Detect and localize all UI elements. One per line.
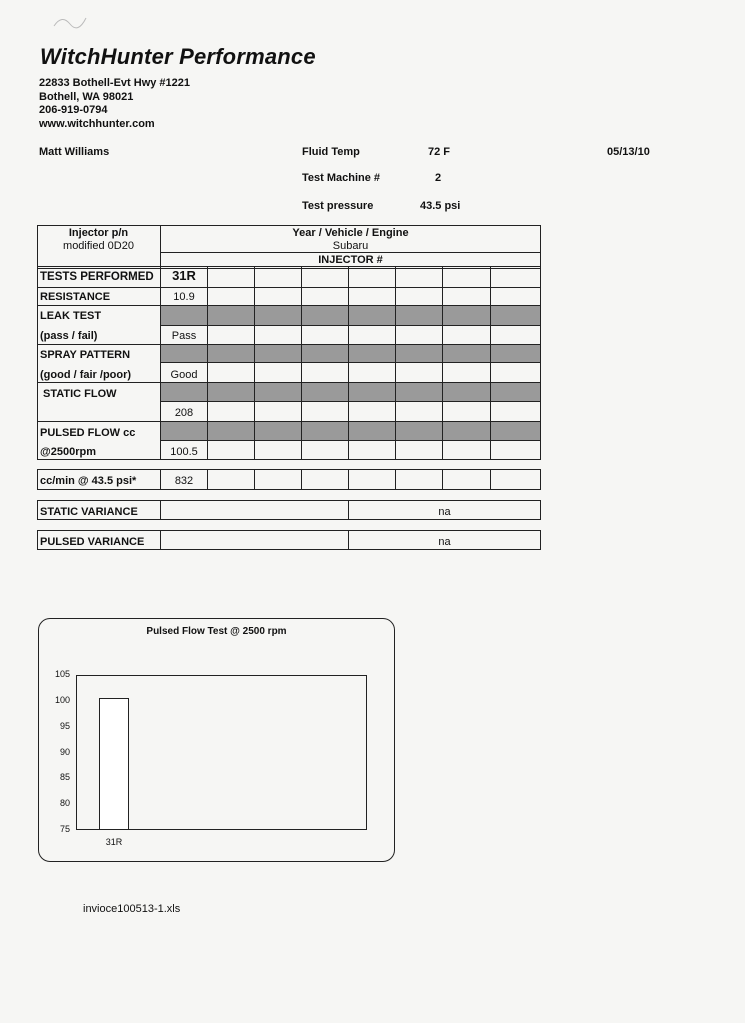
col-line [395,266,396,460]
leak-test-label: LEAK TEST [40,310,102,322]
static-flow-label: STATIC FLOW [43,388,117,400]
col-line [442,266,443,460]
test-pressure-value: 43.5 psi [420,200,461,212]
pulsed-flow-value: 100.5 [170,446,198,458]
col-line [348,469,349,490]
col-line [207,266,208,460]
col-line [254,469,255,490]
test-pressure-label: Test pressure [302,200,374,212]
report-date: 05/13/10 [607,146,650,158]
row-line [160,362,541,363]
col-line [395,469,396,490]
chart-title: Pulsed Flow Test @ 2500 rpm [146,626,287,637]
company-website: www.witchhunter.com [39,118,155,130]
company-address-1: 22833 Bothell-Evt Hwy #1221 [39,77,191,89]
shaded-row-static [161,382,540,401]
vehicle-label: Year / Vehicle / Engine [292,227,409,239]
col-line [207,469,208,490]
row-line [160,401,541,402]
spray-pattern-value: Good [170,369,198,381]
leak-test-value: Pass [171,330,197,342]
col-line [490,469,491,490]
fluid-temp-value: 72 F [428,146,451,158]
injector-id: 31R [172,268,196,283]
leak-test-sub: (pass / fail) [40,330,98,342]
test-machine-label: Test Machine # [302,172,381,184]
y-tick-label: 85 [59,772,70,783]
static-variance-label: STATIC VARIANCE [40,506,138,518]
shaded-row-spray [161,344,540,362]
fluid-temp-label: Fluid Temp [302,146,360,158]
static-flow-value: 208 [174,407,194,419]
footer-filename: invioce100513-1.xls [83,903,181,915]
tests-performed-label: TESTS PERFORMED [40,271,154,283]
y-tick-label: 100 [54,694,70,705]
spray-pattern-sub: (good / fair /poor) [40,369,132,381]
static-variance-value: na [438,506,451,518]
pulsed-flow-label: PULSED FLOW cc [40,427,136,439]
injector-pn-label: Injector p/n [68,227,129,239]
y-tick-label: 90 [59,746,70,757]
row-line [160,440,541,441]
test-machine-value: 2 [435,172,442,184]
col-line [254,266,255,460]
ccmin-label: cc/min @ 43.5 psi* [40,475,137,487]
row-line [37,344,541,345]
pulsed-variance-value: na [438,536,451,548]
row-line [37,382,541,383]
row-line [37,421,541,422]
col-line [160,500,161,520]
y-tick-label: 105 [54,669,70,679]
chart-bar [99,698,129,830]
company-logo: WitchHunter Performance [40,44,316,69]
company-phone: 206-919-0794 [39,104,108,116]
injector-number-label: INJECTOR # [318,254,383,266]
col-line [301,469,302,490]
x-tick-label: 31R [105,837,123,847]
customer-name: Matt Williams [39,146,110,158]
resistance-label: RESISTANCE [40,291,111,303]
spray-pattern-label: SPRAY PATTERN [40,349,131,361]
row-line [160,325,541,326]
y-tick-label: 80 [59,798,70,809]
scan-mark [50,10,90,32]
shaded-row-leak [161,305,540,325]
col-line [301,266,302,460]
pulsed-flow-sub: @2500rpm [40,446,96,458]
col-line [160,530,161,550]
y-tick-label: 95 [59,720,70,731]
row-line [37,305,541,306]
vehicle-value: Subaru [332,240,369,252]
row-line [37,287,541,288]
shaded-row-pulsed [161,421,540,440]
company-address-2: Bothell, WA 98021 [39,91,134,103]
y-tick-label: 75 [59,824,70,834]
col-line [490,266,491,460]
col-line [442,469,443,490]
col-line [348,266,349,460]
pulsed-variance-label: PULSED VARIANCE [40,536,145,548]
resistance-value: 10.9 [173,291,195,303]
table-header-divider [160,252,541,253]
injector-pn-value: modified 0D20 [63,240,134,252]
ccmin-value: 832 [174,475,194,487]
